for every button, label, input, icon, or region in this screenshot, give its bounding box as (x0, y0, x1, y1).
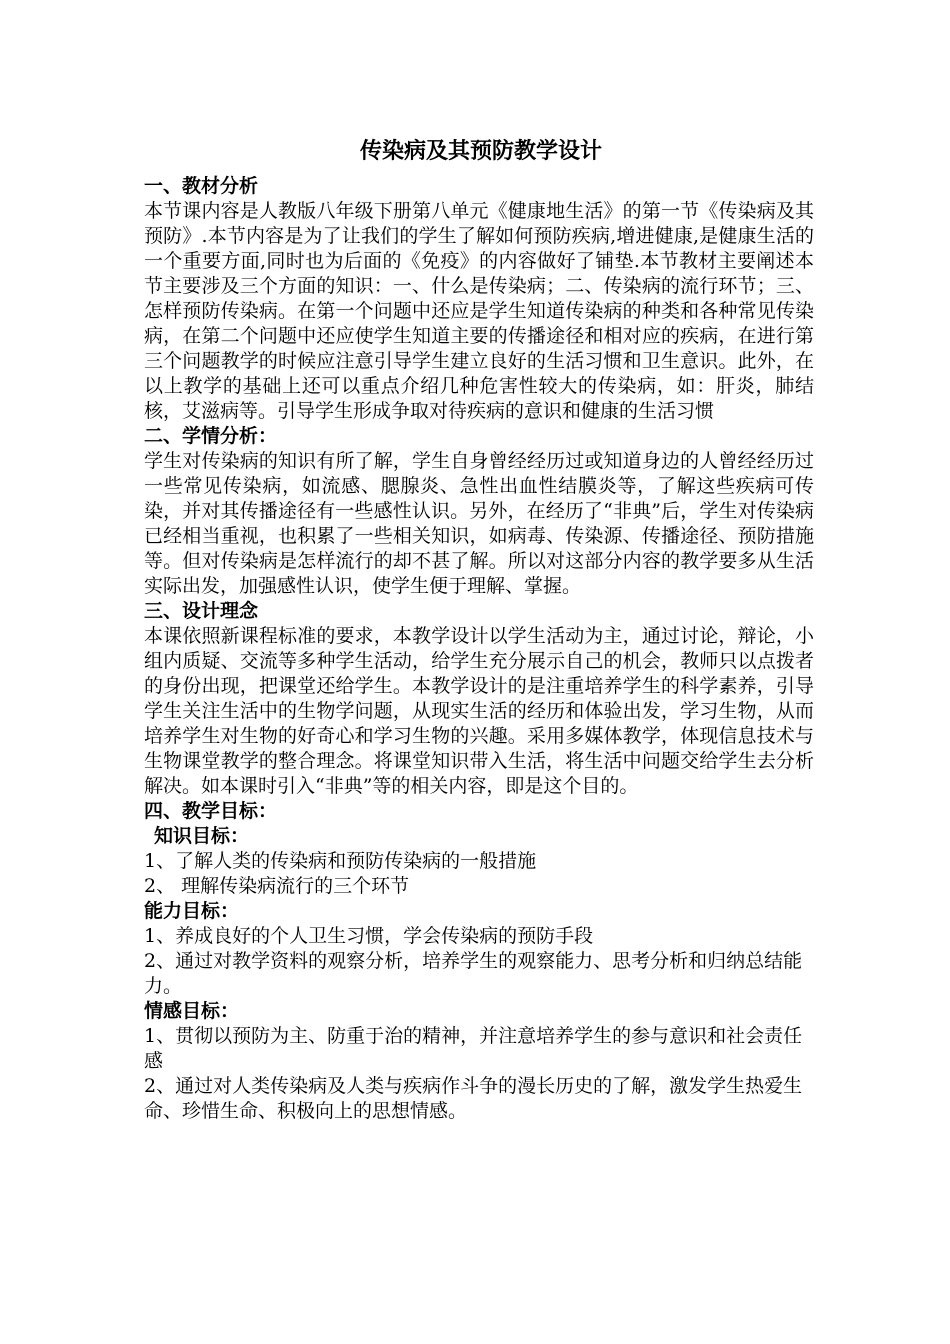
emotion-objective-item: 1、贯彻以预防为主、防重于治的精神，并注意培养学生的参与意识和社会责任感 (144, 1025, 803, 1072)
section-heading-teaching-objectives: 四、教学目标： (144, 800, 278, 822)
section-heading-design-concept: 三、设计理念 (144, 600, 259, 622)
knowledge-objectives-heading: 知识目标： (154, 825, 250, 847)
knowledge-objective-item: 1、了解人类的传染病和预防传染病的一般措施 (144, 850, 537, 872)
section-heading-student-analysis: 二、学情分析： (144, 425, 278, 447)
emotion-objectives-heading: 情感目标： (144, 1000, 240, 1022)
ability-objectives-heading: 能力目标： (144, 900, 240, 922)
section-text-design-concept: 本课依照新课程标准的要求，本教学设计以学生活动为主，通过讨论，辩论，小组内质疑、交流等多种学生活动，给学生充分展示自己的机会，教师只以点拨者的身份出现，把课堂还给学生。本教学设计的是注重培养学生的科学素养，引导学生关注生活中的生物学问题，从现实生活的经历和体验出发，学习生物，从而培养学生对生物的好奇心和学习生物的兴趣。采用多媒体教学，体现信息技术与生物课堂教学的整合理念。将课堂知识带入生活，将生活中问题交给学生去分析解决。如本课时引入“非典”等的相关内容，即是这个目的。 (144, 625, 814, 797)
section-text-textbook-analysis: 本节课内容是人教版八年级下册第八单元《健康地生活》的第一节《传染病及其预防》.本节内容是为了让我们的学生了解如何预防疾病,增进健康,是健康生活的一个重要方面,同时也为后面的《免疫》的内容做好了铺垫.本节教材主要阐述本节主要涉及三个方面的知识：一、什么是传染病；二、传染病的流行环节；三、怎样预防传染病。在第一个问题中还应是学生知道传染病的种类和各种常见传染病，在第二个问题中还应使学生知道主要的传播途径和相对应的疾病，在进行第三个问题教学的时候应注意引导学生建立良好的生活习惯和卫生意识。此外，在以上教学的基础上还可以重点介绍几种危害性较大的传染病，如：肝炎，肺结核，艾滋病等。引导学生形成争取对待疾病的意识和健康的生活习惯 (144, 200, 814, 422)
document-body (144, 174, 814, 1124)
section-heading-textbook-analysis: 一、教材分析 (144, 175, 259, 197)
emotion-objective-item: 2、通过对人类传染病及人类与疾病作斗争的漫长历史的了解，激发学生热爱生命、珍惜生命、积极向上的思想情感。 (144, 1075, 803, 1122)
ability-objective-item: 1、养成良好的个人卫生习惯，学会传染病的预防手段 (144, 925, 594, 947)
ability-objective-item: 2、通过对教学资料的观察分析，培养学生的观察能力、思考分析和归纳总结能力。 (144, 950, 803, 997)
section-text-student-analysis: 学生对传染病的知识有所了解，学生自身曾经经历过或知道身边的人曾经经历过一些常见传染病，如流感、腮腺炎、急性出血性结膜炎等，了解这些疾病可传染，并对其传播途径有一些感性认识。另外，在经历了“非典”后，学生对传染病已经相当重视，也积累了一些相关知识，如病毒、传染源、传播途径、预防措施等。但对传染病是怎样流行的却不甚了解。所以对这部分内容的教学要多从生活实际出发，加强感性认识，使学生便于理解、掌握。 (144, 450, 814, 597)
document-title: 传染病及其预防教学设计 (359, 139, 602, 164)
knowledge-objective-item: 2、 理解传染病流行的三个环节 (144, 875, 410, 897)
